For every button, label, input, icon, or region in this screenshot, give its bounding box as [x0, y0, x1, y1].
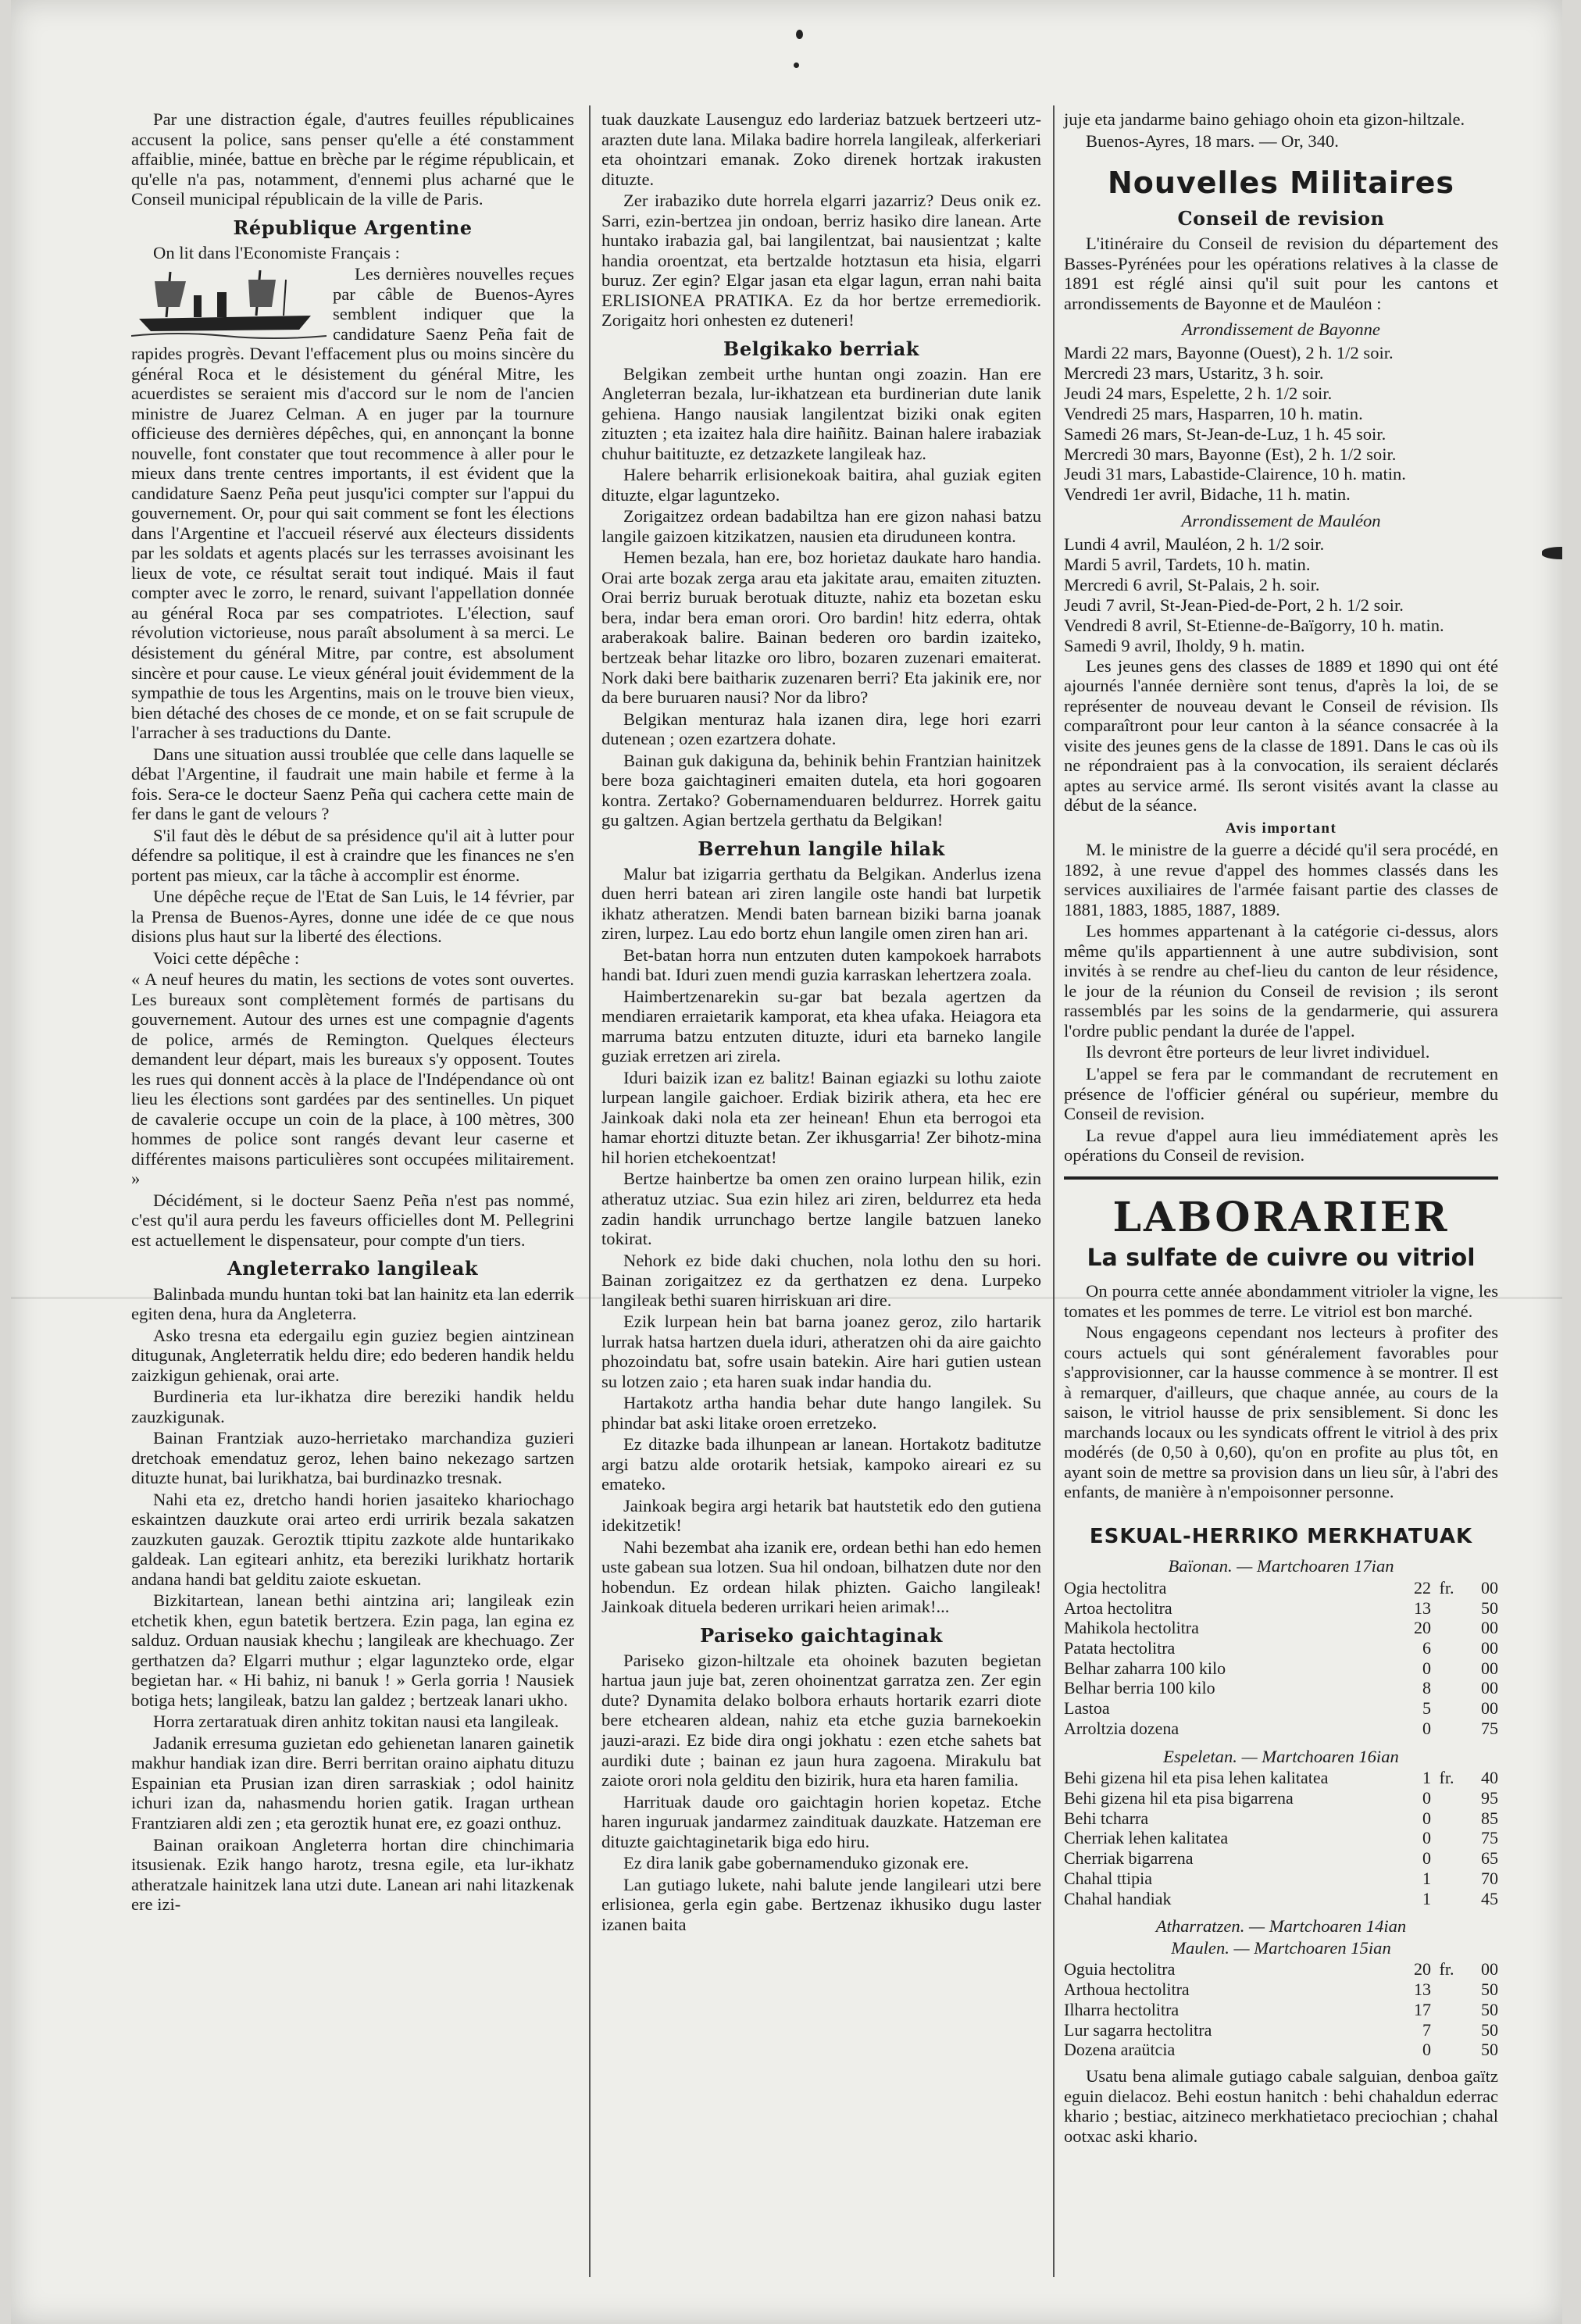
price-row	[1064, 1768, 1498, 1788]
article-paragraph: Bainan guk dakiguna da, behinik behin Frantzian hainitzek bere boza gaichtagineri emaiten dutela, eta hori gogoaren kontra. Zertako? Gobernamenduaren beldurrez. Horrek gaitu gu galtzen. Agian bertzela gerthatu da Belgikan!	[601, 750, 1041, 830]
price-item: Lur sagarra hectolitra	[1064, 2019, 1212, 2040]
article-paragraph: Balinbada mundu huntan toki bat lan hainitz eta lan ederrik egiten dena, hura da Angleterra.	[131, 1283, 574, 1324]
price-francs: 20	[1414, 1618, 1431, 1638]
schedule-item: Jeudi 24 mars, Espelette, 2 h. 1/2 soir.	[1064, 383, 1333, 403]
price-francs: 0	[1422, 1718, 1431, 1738]
price-francs: 7	[1422, 2019, 1431, 2040]
price-unit	[1431, 1788, 1462, 1808]
article-paragraph: Ils devront être porteurs de leur livret individuel.	[1086, 1042, 1430, 1062]
price-francs: 8	[1422, 1678, 1431, 1698]
article-paragraph: L'appel se fera par le commandant de recrutement en présence de l'officier général ou supérieur, membre du Conseil de revision.	[1064, 1064, 1498, 1124]
article-paragraph: Malur bat izigarria gerthatu da Belgikan. Anderlus izena duen herri batean ari ziren langile oste handi bat lurpetik ikhatz atheratzen. Mendi baten barnean biziki barna joanak ziren, lurpez. Lau edo bortz ehun langile omen ziren han ari.	[601, 863, 1041, 944]
ink-blot	[1542, 547, 1562, 559]
price-francs: 0	[1422, 1787, 1431, 1808]
price-francs: 1	[1422, 1868, 1431, 1888]
article-paragraph: Nous engageons cependant nos lecteurs à profiter des cours actuels qui sont généralement favorables pour s'approvisionner, car la hausse commence à se montrer. Il est à remarquer, d'ailleurs, que chaque année, au cours de la saison, le vitriol hausse de prix sensiblement. Si donc les marchands locaux ou les syndicats offrent le vitriol à des prix modérés (de 0,50 à 0,60), qu'on en profite au plus tôt, en ayant soin de mettre sa provision dans un lieu sûr, à l'abri des enfants, de manière à n'empoisonner personne.	[1064, 1323, 1498, 1502]
price-francs: 0	[1422, 2040, 1431, 2060]
price-cents: 00	[1481, 1618, 1498, 1638]
article-paragraph: Hemen bezala, han ere, boz horietaz daukate haro handia. Orai arte bozak zerga arau eta jakitate arau, emaiten zituzten. Orai berriz buruak berotuak dituzte, nahiz eta bozetan esku bera, indar bera eman orori. Oro bardin! hitz ederra, ohtak araberakoak balire. Bainan bederen oro bardin izaiteko, bertzeak behar litazke oro libro, bozaren zuzenari emaiterat. Nork daki bere baithariк zuzenaren berri? Eta jakinik ere, nor da bere buruaren nausi? Nor da libro?	[601, 548, 1041, 708]
schedule-item: Mercredi 30 mars, Bayonne (Est), 2 h. 1/2 soir.	[1064, 444, 1397, 464]
price-unit	[1431, 1980, 1462, 2000]
schedule-item: Jeudi 31 mars, Labastide-Clairence, 10 h. matin.	[1064, 464, 1406, 484]
schedule-item: Lundi 4 avril, Mauléon, 2 h. 1/2 soir.	[1064, 534, 1325, 554]
market-heading: Baïonan. — Martchoaren 17ian	[1168, 1556, 1394, 1576]
price-item: Belhar berria 100 kilo	[1064, 1678, 1215, 1698]
price-francs: 6	[1422, 1637, 1431, 1658]
price-row	[1064, 1808, 1498, 1829]
market-heading: Maulen. — Martchoaren 15ian	[1171, 1937, 1391, 1958]
schedule-item: Samedi 9 avril, Iholdy, 9 h. matin.	[1064, 635, 1305, 655]
price-unit	[1431, 1598, 1462, 1619]
price-cents: 65	[1481, 1848, 1498, 1869]
schedule-item: Vendredi 1er avril, Bidache, 11 h. matin.	[1064, 484, 1351, 505]
article-paragraph: Iduri baizik izan ez balitz! Bainan egiazki su lothu zaiote lurpean langile gaichoer. Erdiak bizirik athera, eta hec ere Jainkoak daki nola eta zer heinean! Ehun eta berrogoi eta hamar ehortzi dituzte betan. Zer ikhusgarria! Zer bihotz-mina hil horien etchekoentzat!	[601, 1067, 1041, 1167]
article-paragraph: Burdineria eta lur-ikhatza dire bereziki handik heldu zauzkigunak.	[131, 1387, 574, 1426]
article-paragraph: Halere beharrik erlisionekoak baitira, ahal guziak egiten dituzte, elgar laguntzeko.	[601, 465, 1041, 505]
market-heading: Espeletan. — Martchoaren 16ian	[1163, 1746, 1399, 1766]
section-rule	[1064, 1176, 1498, 1180]
schedule-item: Vendredi 8 avril, St-Etienne-de-Baïgorry, 10 h. matin.	[1064, 615, 1444, 635]
price-francs: 13	[1414, 1980, 1431, 2000]
byline: On lit dans l'Economiste Français :	[153, 242, 400, 262]
article-paragraph: Zorigaitzez ordean badabiltza han ere gizon nahasi batzu langile gaizoen kitzikatzen, nausien eta diruduneen kontra.	[601, 506, 1041, 546]
price-item: Arroltzia dozena	[1064, 1718, 1180, 1738]
price-unit	[1431, 1658, 1462, 1679]
article-paragraph: Zer irabaziko dute horrela elgarri jazarriz? Deus onik ez. Sarri, ezin-bertzea jin ondoan, berriz hasiko dire lanean. Arte huntako irabazia gal, bai langilentzat, bai nausientzat ; kalte handia oroentzat, eta bertzalde hotztasun eta hisia, elgarri buruz. Zer egin? Elgar jasan eta elgar lagun, erran nahi baita ERLISIONEA PRATIKA. Ez da hor bertze erremediorik. Zorigaitz hori onhesten ez duteneri!	[601, 191, 1041, 330]
article-paragraph: On pourra cette année abondamment vitrioler la vigne, les tomates et les pommes de terre. Le vitriol est bon marché.	[1064, 1281, 1498, 1321]
price-cents: 50	[1481, 1598, 1498, 1618]
article-paragraph: M. le ministre de la guerre a décidé qu'il sera procédé, en 1892, à une revue d'appel des hommes classés dans les services auxiliaires de l'armée faisant partie des classes de 1881, 1883, 1885, 1887, 1889.	[1064, 840, 1498, 919]
article-paragraph: Les hommes appartenant à la catégorie ci-dessus, alors même qu'ils appartiennent à une autre subdivision, sont invités à se rendre au chef-lieu du canton de leur résidence, le jour de la réunion du Conseil de revision ; ils seront rassemblés par les soins de la gendarmerie, qui assurera l'ordre public pendant la durée de l'appel.	[1064, 921, 1498, 1041]
schedule-item: Mardi 22 mars, Bayonne (Ouest), 2 h. 1/2 soir.	[1064, 342, 1394, 362]
price-item: Belhar zaharra 100 kilo	[1064, 1658, 1226, 1678]
schedule-item: Mercredi 23 mars, Ustaritz, 3 h. soir.	[1064, 362, 1324, 383]
price-francs: 17	[1414, 1999, 1431, 2019]
article-paragraph: Bizkitartean, lanean bethi aintzina ari; langileak ezin etchetik khen, egun batetik bertzera. Ezin paga, lan egina ez salduz. Orduan nausiak khechu ; langileak are khechuago. Zer gerthatzen da? Elgarri muthur ; elgar lagunzteko orde, elgar begietan har. « Hi bahiz, ni banuk ! » Gerla gorria ! Nausiek botiga hets; langileak, batzu lan galdez ; bertzeak lanari ukho.	[131, 1590, 574, 1710]
price-cents: 50	[1481, 1980, 1498, 2000]
column-middle	[601, 109, 1041, 1936]
article-paragraph: Jainkoak begira argi hetarik bat hautstetik edo den gutiena idekitzetik!	[601, 1495, 1041, 1536]
price-item: Lastoa	[1064, 1698, 1110, 1719]
section-title-laborarier: LABORARIER	[1112, 1193, 1450, 1241]
steamship-icon	[131, 264, 327, 342]
price-row	[1064, 1618, 1498, 1638]
schedule-list-bayonne	[1064, 343, 1498, 505]
price-row	[1064, 1848, 1498, 1869]
intro-paragraph: Par une distraction égale, d'autres feuilles républicaines accusent la police, sans penser qu'elle a été constamment affaiblie, minée, battue en brèche par le régime républicain, et qu'elle n'a pas, notamment, d'ennemi plus acharné que le Conseil municipal républicain de la ville de Paris.	[131, 109, 574, 209]
price-cents: 00	[1481, 1959, 1498, 1980]
price-unit	[1431, 2000, 1462, 2020]
schedule-item: Mardi 5 avril, Tardets, 10 h. matin.	[1064, 554, 1311, 574]
price-cents: 50	[1481, 1999, 1498, 2019]
article-title-republique: République Argentine	[233, 216, 473, 239]
arrondissement-heading: Arrondissement de Bayonne	[1182, 320, 1380, 340]
article-paragraph: Ez ditazke bada ilhunpean ar lanean. Hortakotz baditutze argi batzu alde orotarik hetsiak, kampoko aireari ez su emateko.	[601, 1434, 1041, 1494]
price-francs: 22	[1414, 1577, 1431, 1598]
price-cents: 40	[1481, 1768, 1498, 1788]
price-cents: 00	[1481, 1698, 1498, 1719]
article-paragraph: S'il faut dès le début de sa présidence qu'il ait à lutter pour défendre sa politique, il est à craindre que les finances ne s'en portent pas mieux, car la tâche à accomplir est énorme.	[131, 825, 574, 885]
schedule-list-mauleon	[1064, 534, 1498, 656]
article-title-angleterra: Angleterrako langileak	[227, 1257, 478, 1280]
column-left	[131, 109, 574, 1916]
price-unit	[1431, 1719, 1462, 1739]
arrondissement-heading: Arrondissement de Mauléon	[1181, 511, 1381, 531]
article-paragraph: Bet-batan horra nun entzuten duten kampokoek harrabots handi bat. Iduri zuen mendi guzia karraskan lehertzera zoala.	[601, 944, 1041, 985]
article-paragraph: Harrituak daude oro gaichtagin horien kopetaz. Etche haren inguruak jandarmez zaindituak dauzkate. Hatzeman ere dituzte gaichtaginetarik biga edo hiru.	[601, 1791, 1041, 1851]
price-unit: fr.	[1439, 1577, 1454, 1598]
price-row	[1064, 1828, 1498, 1848]
market-heading: Atharratzen. — Martchoaren 14ian	[1155, 1916, 1407, 1937]
column-rule	[589, 105, 591, 2277]
price-item: Behi gizena hil eta pisa bigarrena	[1064, 1787, 1294, 1808]
price-item: Behi tcharra	[1064, 1808, 1149, 1828]
newspaper-page	[11, 0, 1562, 2324]
article-paragraph: Une dépêche reçue de l'Etat de San Luis, le 14 février, par la Prensa de Buenos-Ayres, donne une idée de ce que nous disions plus haut sur la liberté des élections.	[131, 887, 574, 947]
article-paragraph: Bainan oraikoan Angleterra hortan dire chinchimaria itsusienak. Ezik hango harotz, tresna egile, eta lur-ikhatz atheratzale hainitzek lana utzi dute. Lanean ari nahi litazkenak ere izi-	[131, 1834, 574, 1915]
price-francs: 13	[1414, 1598, 1431, 1618]
price-unit: fr.	[1439, 1768, 1454, 1788]
price-francs: 5	[1422, 1698, 1431, 1719]
price-item: Dozena araütcia	[1064, 2040, 1176, 2060]
article-title-pariseko: Pariseko gaichtaginak	[700, 1623, 943, 1647]
price-item: Behi gizena hil eta pisa lehen kalitatea	[1064, 1768, 1329, 1788]
price-unit	[1431, 1618, 1462, 1638]
price-item: Chahal ttipia	[1064, 1868, 1153, 1888]
price-cents: 00	[1481, 1637, 1498, 1658]
price-row	[1064, 1578, 1498, 1598]
schedule-item: Vendredi 25 mars, Hasparren, 10 h. matin.	[1064, 403, 1363, 423]
price-unit	[1431, 1889, 1462, 1909]
price-cents: 45	[1481, 1888, 1498, 1908]
price-cents: 00	[1481, 1678, 1498, 1698]
price-unit	[1431, 2040, 1462, 2060]
article-paragraph: Les dernières nouvelles reçues par câble de Buenos-Ayres semblent indiquer que la candidature Saenz Peña fait de rapides progrès. Devant l'effacement plus ou moins sincère du général Roca et le désistement du général Mitre, les acuerdistes se seraient mis d'accord sur le nom de l'ancien ministre de Juarez Celman. A en juger par la tournure officieuse des dernières dépêches, qui, en annonçant la bonne nouvelle, font constater que tout recommence à aller pour le mieux dans trente centres importants, il est évident que la candidature Saenz Peña peut jusqu'ici compter sur l'appui du gouvernement. Or, pour qui sait comment se font les élections dans l'Argentine et l'accueil réservé aux électeurs dissidents par les soldats et agents placés sur les terrasses avoisinant les lieux de vote, ce résultat serait tout indiqué. Mais il faut compter avec le zorro, le renard, suivant l'appellation donnée au général Roca par ses compatriotes. L'élection, sauf révolution victorieuse, nous paraît absolument à sa merci. Le désistement du général Mitre, par contre, est absolument sincère et pour cause. Le vieux général jouit évidemment de la sympathie de tous les Argentins, mais on le trouve bien vieux, bien détaché des choses de ce monde, et on se fait scrupule de l'arracher à ses traductions du Dante.	[131, 264, 574, 743]
price-unit	[1431, 1638, 1462, 1658]
section-title-nouvelles-militaires: Nouvelles Militaires	[1107, 166, 1455, 201]
article-paragraph: Asko tresna eta edergailu egin guziez begien aintzinean ditugunak, Angleterratik heldu dire; edo bederen handik heldu zaizkigun gehienak, orai arte.	[131, 1325, 574, 1385]
price-francs: 0	[1422, 1808, 1431, 1828]
print-mark	[796, 30, 803, 39]
section-title-merkhatuak: ESKUAL-HERRIKO MERKHATUAK	[1089, 1524, 1473, 1548]
price-item: Arthoua hectolitra	[1064, 1980, 1190, 2000]
column-right	[1064, 109, 1498, 2147]
price-cents: 75	[1481, 1828, 1498, 1848]
article-paragraph: Nahi bezembat aha izanik ere, ordean bethi han edo hemen uste gabean sua lotzen. Sua hil ondoan, bilhatzen dute nor den hobendun. Ez ordean hilak phizten. Gaicho langileak! Jainkoak dituela bederen urrikari heien arimak!...	[601, 1537, 1041, 1617]
print-mark	[794, 62, 799, 68]
price-table-maulen	[1064, 1959, 1498, 2060]
article-paragraph: Les jeunes gens des classes de 1889 et 1890 qui ont été ajournés l'année dernière sont tenus, d'après la loi, de se représenter de nouveau devant le Conseil de révision. Ils comparaîtront pour leur canton à la séance consacrée à la visite des jeunes gens de la classe de 1891. Dans le cas où ils ne répondraient pas à la convocation, ils seraient déclarés aptes au service armé. Ils seront visités avant la classe au début de la séance.	[1064, 655, 1498, 816]
price-unit: fr.	[1439, 1959, 1454, 1980]
price-unit	[1431, 2020, 1462, 2040]
price-francs: 20	[1414, 1959, 1431, 1980]
article-paragraph: Belgikan zembeit urthe huntan ongi zoazin. Han ere Angleterran bezala, lur-ikhatzean eta burdinerian dute lanik gehiena. Hango nausiak langilentzat biziki onak egiten zituzten ; eta izaitez hala dire haiñitz. Bainan halere irabaziak chuhur baitituzte, ez detzazkete langileak haz.	[601, 363, 1041, 463]
column-rule	[1053, 105, 1055, 2277]
price-francs: 1	[1422, 1888, 1431, 1908]
article-paragraph: Pariseko gizon-hiltzale eta ohoinek bazuten begietan hartua jaun juje bat, zeren ohoinentzat garratza zen. Zer egin dute? Dynamita delako bolbora erhauts hortarik ezarri diote bere etchearen aldean, nahiz eta etche guzia barnekoekin jauzi-arazi. Ez bide dira ongi jokhatu : ezen etche sahets bat aurdiki dute ; bainan ez jaun hura zagoena. Mirakulu bat zaiote orori nola gelditu den bizirik, hura eta haren familia.	[601, 1650, 1041, 1790]
price-item: Cherriak bigarrena	[1064, 1848, 1194, 1869]
price-unit	[1431, 1698, 1462, 1719]
article-title-conseil: Conseil de revision	[1177, 206, 1385, 230]
article-title-berrehun: Berrehun langile hilak	[698, 837, 945, 860]
price-unit	[1431, 1848, 1462, 1869]
article-paragraph: Belgikan menturaz hala izanen dira, lege hori ezarri dutenean ; ozen ezartzera dohate.	[601, 709, 1041, 749]
article-paragraph: Horra zertaratuak diren anhitz tokitan nausi eta langileak.	[153, 1712, 559, 1732]
price-item: Ilharra hectolitra	[1064, 1999, 1180, 2019]
article-paragraph: Ezik lurpean hein bat barna joanez geroz, zilo hartarik lurrak hatsa hartzen duela iduri, atheratzen ohi da aire gaichto phozoindatu bat, sofre usain batekin. Aire hari gutien ustean su lotzen zaio ; eta haren suak indar handia du.	[601, 1312, 1041, 1391]
article-quote: « A neuf heures du matin, les sections de votes sont ouvertes. Les bureaux sont complètement formés de partisans du gouvernement. Autour des urnes est une compagnie d'agents de police, armés de Remington. Quelques électeurs demandent leur départ, mais les bureaux s'y opposent. Toutes les rues qui donnent accès à la place de l'Indépendance où ont lieu les élections sont gardées par des sentinelles. Un piquet de cavalerie occupe un coin de la place, à 100 mètres, 300 hommes de police sont rangés devant leur caserne et différentes maisons particulières sont occupées militairement. »	[131, 969, 574, 1189]
price-francs: 0	[1422, 1658, 1431, 1678]
price-table-baionan	[1064, 1578, 1498, 1739]
article-paragraph: tuak dauzkate Lausenguz edo larderiaz batzuek bertzeeri utz-arazten dute lana. Milaka badire horrela langileak, alferkeriari eta ohointzari emanak. Zoko direnek hortzak irakusten dituzte.	[601, 109, 1041, 189]
article-paragraph: Lan gutiago lukete, nahi balute jende langileari utzi bere erlisionea, gerla egin gabe. Bertzenaz ikhusiko dugu laster izanen baita	[601, 1874, 1041, 1934]
price-unit	[1431, 1678, 1462, 1698]
article-paragraph: Nehork ez bide daki chuchen, nola lothu den su hori. Bainan zorigaitzez ez da gerthatzen ez dena. Lurpeko langileak bethi suaren hirriskuan ari dire.	[601, 1250, 1041, 1310]
price-cents: 50	[1481, 2040, 1498, 2060]
article-paragraph: juje eta jandarme baino gehiago ohoin eta gizon-hiltzale.	[1064, 109, 1465, 129]
price-cents: 95	[1481, 1787, 1498, 1808]
price-cents: 00	[1481, 1658, 1498, 1678]
article-paragraph: Bainan Frantziak auzo-herrietako marchandiza guzieri dretchoak emendatuz geroz, lehen baino nekezago sartzen dituzte hunat, bai lurikhatza, bai burdinazko tresnak.	[131, 1428, 574, 1488]
price-item: Chahal handiak	[1064, 1888, 1172, 1908]
price-cents: 75	[1481, 1718, 1498, 1738]
price-row	[1064, 2040, 1498, 2060]
article-paragraph: Voici cette dépêche :	[153, 948, 300, 968]
article-paragraph: Dans une situation aussi troublée que celle dans laquelle se débat l'Argentine, il faudrait une main habile et ferme à la fois. Sera-ce le docteur Saenz Peña qui cachera cette main de fer dans le gant de velours ?	[131, 744, 574, 824]
schedule-item: Jeudi 7 avril, St-Jean-Pied-de-Port, 2 h. 1/2 soir.	[1064, 594, 1404, 615]
price-francs: 0	[1422, 1848, 1431, 1869]
price-row	[1064, 2000, 1498, 2020]
price-cents: 00	[1481, 1577, 1498, 1598]
article-title-sulfate: La sulfate de cuivre ou vitriol	[1087, 1244, 1476, 1273]
price-row	[1064, 1980, 1498, 2000]
price-row	[1064, 1869, 1498, 1889]
price-francs: 0	[1422, 1828, 1431, 1848]
price-cents: 50	[1481, 2019, 1498, 2040]
price-item: Cherriak lehen kalitatea	[1064, 1828, 1229, 1848]
price-row	[1064, 1719, 1498, 1739]
price-row	[1064, 1658, 1498, 1679]
price-item: Artoa hectolitra	[1064, 1598, 1172, 1618]
article-paragraph: Ez dira lanik gabe gobernamenduko gizonak ere.	[623, 1853, 969, 1873]
price-cents: 70	[1481, 1868, 1498, 1888]
schedule-item: Mercredi 6 avril, St-Palais, 2 h. soir.	[1064, 574, 1320, 594]
price-row	[1064, 1598, 1498, 1619]
article-paragraph: Nahi eta ez, dretcho handi horien jasaiteko khariochago eskaintzen dauzkute orai arteo erdi urririk bezala sakatzen zauzkuten gauzak. Geroztik ttipitu zazkote alde huntarikako galdeak. Lan egiteari anhitz, eta bereziki lurikhatz hortarik andana handi bat gelditu zaiote eskuetan.	[131, 1489, 574, 1589]
price-item: Ogia hectolitra	[1064, 1577, 1167, 1598]
article-paragraph: L'itinéraire du Conseil de revision du département des Basses-Pyrénées pour les opérations relatives à la classe de 1891 est réglé ainsi qu'il suit pour les cantons et arrondissements de Bayonne et de Mauléon :	[1064, 234, 1498, 313]
article-paragraph: La revue d'appel aura lieu immédiatement après les opérations du Conseil de revision.	[1064, 1125, 1498, 1166]
price-row	[1064, 1788, 1498, 1808]
article-paragraph: Hartakotz artha handia behar dute hango langilek. Su phindar bat aski litake oroen erretzeko.	[601, 1393, 1041, 1433]
article-paragraph: Bertze hainbertze ba omen zen oraino lurpean hilik, ezin atheratuz utziac. Sua ezin hilez ari ziren, beldurrez eta heda zadin handik urrunchago bertze langile batzuen laneko tokirat.	[601, 1169, 1041, 1249]
price-item: Mahikola hectolitra	[1064, 1618, 1199, 1638]
price-item: Oguia hectolitra	[1064, 1959, 1176, 1980]
price-row	[1064, 1889, 1498, 1909]
price-unit	[1431, 1869, 1462, 1889]
price-item: Patata hectolitra	[1064, 1637, 1176, 1658]
article-paragraph: Jadanik erresuma guzietan edo gehienetan lanaren gainetik makhur handiak izan dire. Berri berritan oraino aiphatu dituzu Espainian eta Prusian izan diren sarraskiak ; odol hainitz ichuri izan da, nahasmendu horien gatik. Iragan urthean Frantziaren aldi zen ; eta geroztik hunat ere, ez goazi onthuz.	[131, 1733, 574, 1833]
price-row	[1064, 1638, 1498, 1658]
article-paragraph: Usatu bena alimale gutiago cabale salguian, denboa gaïtz eguin dielacoz. Behi eostun hanitch : behi chahaldun ederrac khario ; bestiac, aitzineco merkhatietaco preciochian ; chahal ootxac aski khario.	[1064, 2066, 1498, 2146]
article-paragraph: Décidément, si le docteur Saenz Peña n'est pas nommé, c'est qu'il aura perdu les faveurs officielles dont M. Pellegrini est actuellement le dispensateur, pour compte d'un tiers.	[131, 1190, 574, 1250]
article-paragraph: Haimbertzenarekin su-gar bat bezala agertzen da mendiaren erraietarik kamporat, eta khea ufaka. Heiagora eta marruma batzu entzuten dituzte, iduri eta barneko langile guziak erretzen ari zirela.	[601, 986, 1041, 1066]
avis-title: Avis important	[1225, 819, 1337, 837]
price-row	[1064, 1698, 1498, 1719]
price-row	[1064, 1678, 1498, 1698]
price-table-espeletan	[1064, 1768, 1498, 1908]
price-unit	[1431, 1828, 1462, 1848]
price-row	[1064, 2020, 1498, 2040]
price-unit	[1431, 1808, 1462, 1829]
price-francs: 1	[1422, 1768, 1431, 1788]
price-cents: 85	[1481, 1808, 1498, 1828]
dateline: Buenos-Ayres, 18 mars. — Or, 340.	[1086, 130, 1339, 151]
article-title-belgika: Belgikako berriak	[723, 337, 919, 360]
schedule-item: Samedi 26 mars, St-Jean-de-Luz, 1 h. 45 soir.	[1064, 423, 1386, 444]
price-row	[1064, 1959, 1498, 1980]
